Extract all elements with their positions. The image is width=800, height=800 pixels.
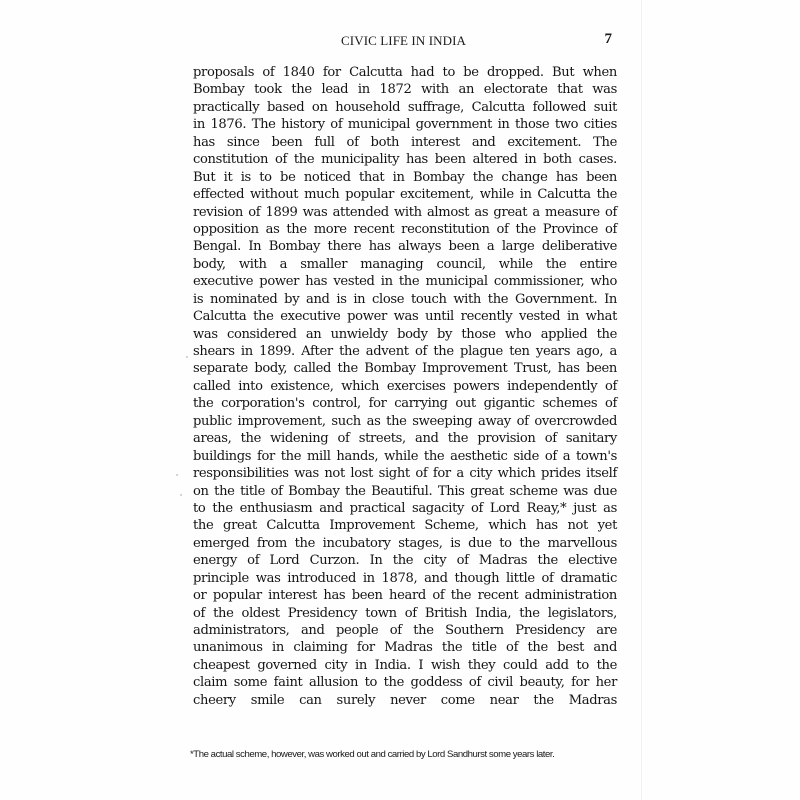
text-line: responsibilities was not lost sight of for a city which prides itself [193,466,617,482]
text-line: was considered an unwieldy body by those who applied the [193,326,617,342]
text-line: principle was introduced in 1878, and though little of dramatic [193,570,617,586]
running-title: CIVIC LIFE IN INDIA [341,33,467,48]
text-line: separate body, called the Bombay Improvement Trust, has been [193,361,617,377]
text-line: revision of 1899 was attended with almost as great a measure of [193,204,617,220]
scan-speck [186,356,188,358]
page-number: 7 [604,31,612,47]
text-line: has since been full of both interest and excitement. The [193,134,617,150]
text-line: unanimous in claiming for Madras the title of the best and [193,640,617,656]
page-edge [641,0,642,800]
text-line: is nominated by and is in close touch with the Government. In [193,291,617,307]
text-line: body, with a smaller managing council, while the entire [193,256,617,272]
text-line: administrators, and people of the Southern Presidency are [193,623,617,638]
text-line: claim some faint allusion to the goddess of civil beauty, for her [193,675,617,691]
scan-speck [176,474,178,476]
text-line: shears in 1899. After the advent of the plague ten years ago, a [193,344,617,359]
text-line: cheery smile can surely never come near the Madras [193,692,617,708]
text-line: in 1876. The history of municipal government in those two cities [193,117,617,133]
text-line: Bombay took the lead in 1872 with an electorate that was [193,82,617,98]
text-line: Calcutta the executive power was until recently vested in what [193,309,617,325]
text-line: public improvement, such as the sweeping away of overcrowded [193,413,617,429]
scan-speck [180,494,182,496]
text-line: Bengal. In Bombay there has always been a large deliberative [193,239,617,255]
text-line: cheapest governed city in India. I wish they could add to the [193,657,617,673]
text-line: executive power has vested in the municipal commissioner, who [193,274,617,290]
text-line: of the oldest Presidency town of British India, the legislators, [193,605,617,621]
text-line: opposition as the more recent reconstitution of the Province of [193,221,617,237]
text-line: But it is to be noticed that in Bombay the change has been [193,169,617,185]
text-line: emerged from the incubatory stages, is due to the marvellous [193,535,617,551]
text-line: the corporation's control, for carrying out gigantic schemes of [193,396,617,412]
text-line: buildings for the mill hands, while the aesthetic side of a town's [193,448,617,464]
text-line: areas, the widening of streets, and the provision of sanitary [193,431,617,447]
text-line: effected without much popular excitement, while in Calcutta the [193,187,617,203]
footnote: *The actual scheme, however, was worked out and carried by Lord Sandhurst some years later. [190,749,555,760]
text-line: proposals of 1840 for Calcutta had to be dropped. But when [193,65,617,80]
text-line: called into existence, which exercises powers independently of [193,378,617,394]
running-head [193,31,616,51]
text-line: practically based on household suffrage, Calcutta followed suit [193,99,617,115]
text-line: or popular interest has been heard of the recent administration [193,588,617,604]
text-line: constitution of the municipality has been altered in both cases. [193,152,617,168]
text-line: energy of Lord Curzon. In the city of Madras the elective [193,553,617,569]
text-line: on the title of Bombay the Beautiful. This great scheme was due [193,483,617,499]
text-line: to the enthusiasm and practical sagacity of Lord Reay,* just as [193,500,617,516]
text-line: the great Calcutta Improvement Scheme, which has not yet [193,518,617,534]
body-text [193,64,617,709]
